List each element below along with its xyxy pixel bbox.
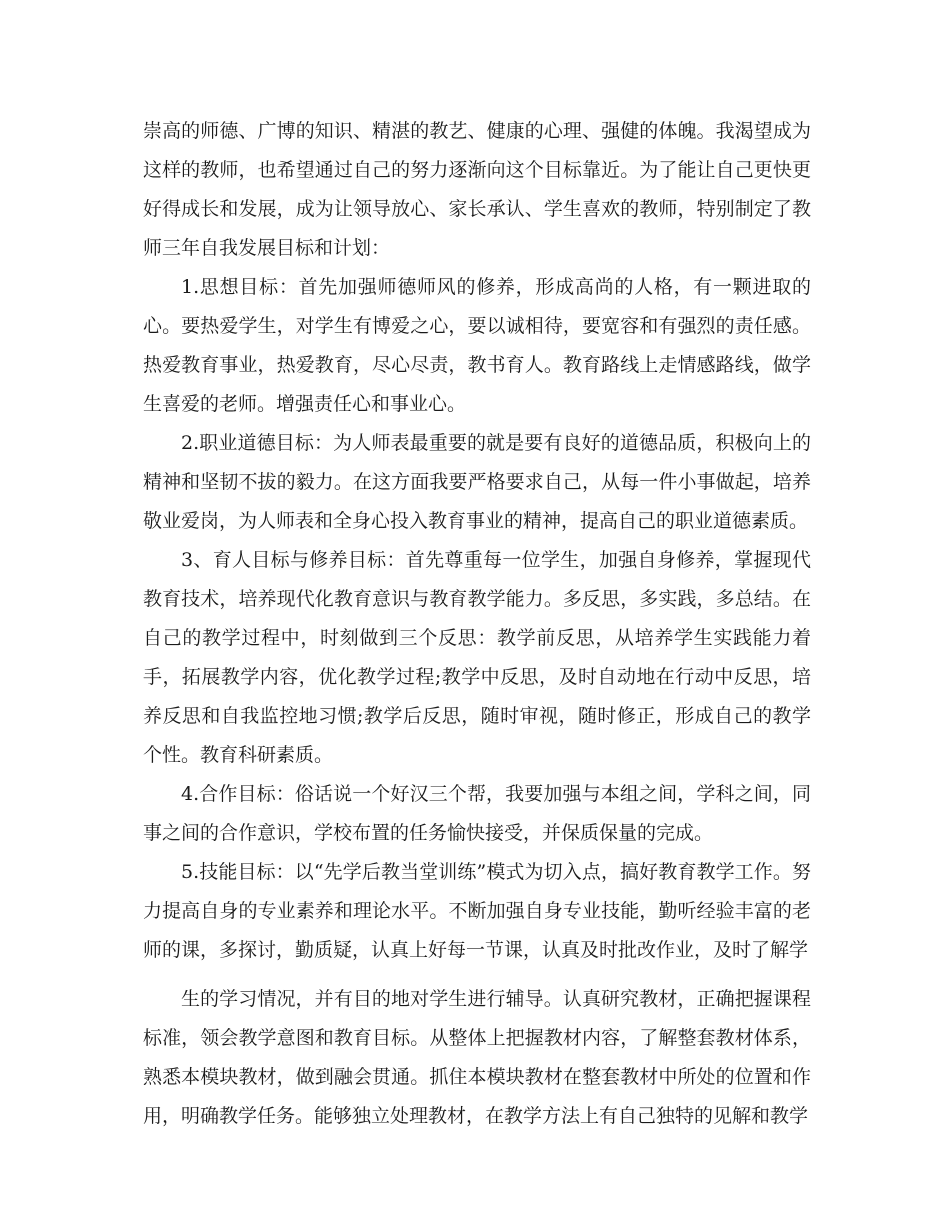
paragraph-ideology-goal: 1.思想目标：首先加强师德师风的修养，形成高尚的人格，有一颗进取的心。要热爱学生，对学生有博爱之心，要以诚相待，要宽容和有强烈的责任感。热爱教育事业，热爱教育，尽心尽责，教书育人。教育路线上走情感路线，做学生喜爱的老师。增强责任心和事业心。 — [143, 276, 811, 415]
paragraph-professional-ethics-goal: 2.职业道德目标：为人师表最重要的就是要有良好的道德品质，积极向上的精神和坚韧不拔的毅力。在这方面我要严格要求自己，从每一件小事做起，培养敬业爱岗，为人师表和全身心投入教育事业的精神，提高自己的职业道德素质。 — [143, 432, 811, 532]
paragraph-education-goal: 3、育人目标与修养目标：首先尊重每一位学生，加强自身修养，掌握现代教育技术，培养现代化教育意识与教育教学能力。多反思，多实践，多总结。在自己的教学过程中，时刻做到三个反思：教学前反思，从培养学生实践能力着手，拓展教学内容，优化教学过程;教学中反思，及时自动地在行动中反思，培养反思和自我监控地习惯;教学后反思，随时审视，随时修正，形成自己的教学个性。教育科研素质。 — [143, 549, 811, 766]
paragraph-skill-goal: 5.技能目标：以“先学后教当堂训练”模式为切入点，搞好教育教学工作。努力提高自身的专业素养和理论水平。不断加强自身专业技能，勤听经验丰富的老师的课，多探讨，勤质疑，认真上好每一节课，认真及时批改作业，及时了解学 — [143, 861, 811, 961]
paragraph-continuation: 生的学习情况，并有目的地对学生进行辅导。认真研究教材，正确把握课程标准，领会教学意图和教育目标。从整体上把握教材内容，了解整套教材体系，熟悉本模块教材，做到融会贯通。抓住本模块教材在整套教材中所处的位置和作用，明确教学任务。能够独立处理教材，在教学方法上有自己独特的见解和教学 — [143, 988, 811, 1127]
paragraph-intro: 崇高的师德、广博的知识、精湛的教艺、健康的心理、强健的体魄。我渴望成为这样的教师，也希望通过自己的努力逐渐向这个目标靠近。为了能让自己更快更好得成长和发展，成为让领导放心、家长承认、学生喜欢的教师，特别制定了教师三年自我发展目标和计划： — [143, 120, 811, 259]
paragraph-cooperation-goal: 4.合作目标：俗话说一个好汉三个帮，我要加强与本组之间，学科之间，同事之间的合作意识，学校布置的任务愉快接受，并保质保量的完成。 — [143, 783, 811, 844]
document-body — [143, 112, 811, 1136]
